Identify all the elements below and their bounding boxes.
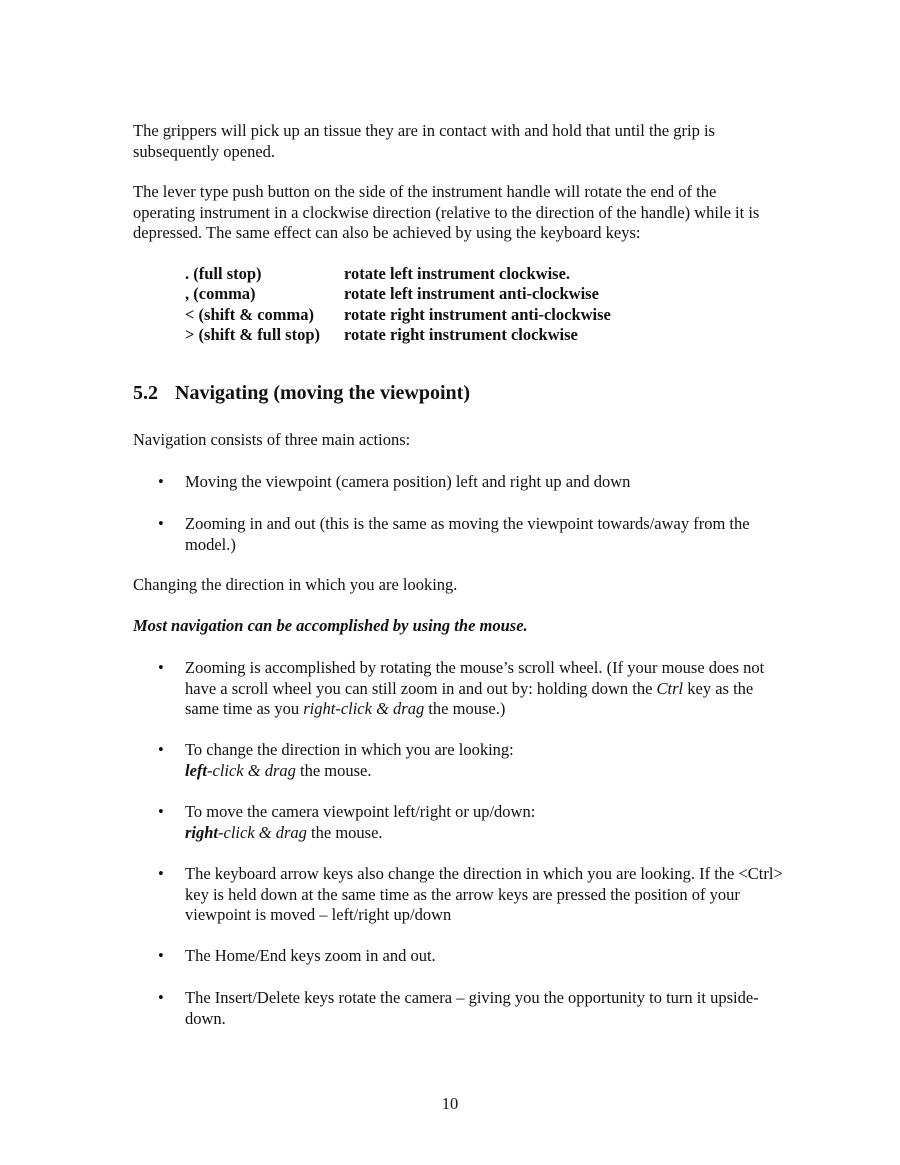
- home-end-text: The Home/End keys zoom in and out.: [185, 946, 436, 965]
- right-emphasis: right: [185, 822, 219, 842]
- section-heading: [133, 380, 470, 406]
- list-item: [133, 472, 783, 493]
- bullet-icon: •: [158, 802, 164, 821]
- mouse-note: Most navigation can be accomplished by using the mouse.: [133, 616, 528, 635]
- move-line1: To move the camera viewpoint left/right or up/down:: [185, 802, 536, 821]
- zoom-text-c: the mouse.): [424, 699, 506, 718]
- keyboard-keys-table: [185, 264, 611, 345]
- bullet-icon: •: [158, 472, 164, 491]
- key-action: rotate left instrument anti-clockwise: [344, 284, 599, 304]
- right-click-drag-text: right-click & drag: [303, 699, 425, 718]
- key-label: . (full stop): [185, 264, 262, 283]
- list-item: [133, 740, 783, 781]
- insert-delete-text: The Insert/Delete keys rotate the camera – giving you the opportunity to turn it upside-down.: [185, 988, 759, 1028]
- list-item: [133, 946, 783, 967]
- bullet-icon: •: [158, 946, 164, 965]
- list-item: [133, 864, 783, 926]
- zoom-text-a: Zooming is accomplished by rotating the mouse’s scroll wheel. (If your mouse does not have a scroll wheel you can still zoom in and out by: holding down the: [185, 658, 765, 698]
- key-label: > (shift & full stop): [185, 324, 320, 344]
- key-row: [185, 305, 611, 325]
- direction-rest: the mouse.: [295, 760, 372, 780]
- list-item: [133, 514, 783, 555]
- move-rest: the mouse.: [306, 822, 383, 842]
- key-row: [185, 264, 611, 284]
- section-number: 5.2: [133, 382, 158, 404]
- ctrl-key-text: Ctrl: [656, 678, 684, 698]
- key-label: < (shift & comma): [185, 304, 314, 324]
- left-emphasis: left: [185, 760, 207, 780]
- bullet-icon: •: [158, 658, 164, 677]
- list-item: [133, 988, 783, 1029]
- section-title: Navigating (moving the viewpoint): [175, 382, 470, 404]
- list-item: [133, 658, 783, 720]
- list-item: [133, 802, 783, 843]
- bullet-icon: •: [158, 740, 164, 759]
- key-label: , (comma): [185, 284, 256, 304]
- bullet-icon: •: [158, 988, 164, 1007]
- navigation-intro: Navigation consists of three main actions:: [133, 430, 411, 449]
- click-drag-text: -click & drag: [207, 760, 296, 780]
- key-row: [185, 284, 611, 304]
- page-number: 10: [441, 1094, 459, 1113]
- click-drag-text: -click & drag: [218, 822, 307, 842]
- bullet-icon: •: [158, 514, 164, 533]
- list-item-text: Zooming in and out (this is the same as moving the viewpoint towards/away from the model.): [185, 514, 750, 554]
- zoom-text-b: key as the same time as you: [185, 678, 754, 718]
- key-action: rotate right instrument clockwise: [344, 324, 578, 344]
- list-item-text: Moving the viewpoint (camera position) left and right up and down: [185, 472, 631, 491]
- lever-paragraph: The lever type push button on the side of the instrument handle will rotate the end of the operating instrument in a clockwise direction (relative to the direction of the handle) while it is depressed. The same effect can also be achieved by using the keyboard keys:: [133, 182, 760, 242]
- bullet-icon: •: [158, 864, 164, 883]
- key-row: [185, 325, 611, 345]
- key-action: rotate left instrument clockwise.: [344, 264, 571, 283]
- arrow-keys-text: The keyboard arrow keys also change the direction in which you are looking. If the <Ctrl> key is held down at the same time as the arrow keys are pressed the position of your viewpoint is moved – left/right up/down: [185, 864, 783, 924]
- grippers-paragraph: The grippers will pick up an tissue they are in contact with and hold that until the grip is subsequently opened.: [133, 121, 715, 161]
- changing-direction-text: Changing the direction in which you are looking.: [133, 575, 458, 594]
- direction-line1: To change the direction in which you are looking:: [185, 740, 514, 759]
- key-action: rotate right instrument anti-clockwise: [344, 304, 611, 324]
